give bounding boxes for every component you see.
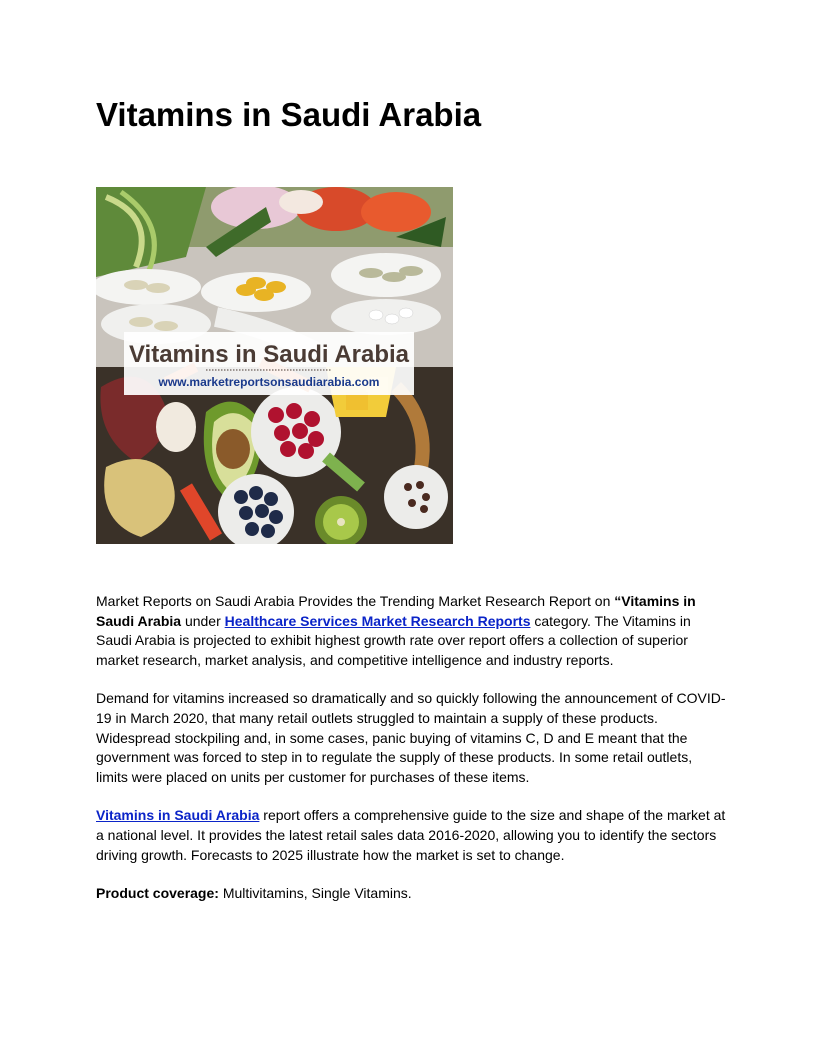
report-description: report offers a comprehensive guide to the size and shape of the market at a national level. It provides the latest retail sales data 2016-2020, allowing you to identify the sectors driving growth. Forecasts to 2025 illustrate how the market is set to change. — [96, 807, 726, 863]
product-coverage-label: Product coverage: — [96, 885, 219, 902]
intro-paragraph — [96, 592, 726, 670]
hero-banner-url: www.marketreportsonsaudiarabia.com — [158, 375, 380, 389]
under-text: under — [181, 612, 225, 629]
report-name: “Vitamins in Saudi Arabia — [96, 593, 696, 629]
category-text: category. The Vitamins in Saudi Arabia is projected to exhibit highest growth rate over report offers a collection of superior market research, market analysis, and competitive intelligence and industry reports. — [96, 612, 691, 668]
hero-image — [96, 187, 453, 544]
intro-text: Market Reports on Saudi Arabia Provides the Trending Market Research Report on — [96, 593, 615, 609]
demand-paragraph: Demand for vitamins increased so dramatically and so quickly following the announcement of COVID-19 in March 2020, that many retail outlets struggled to maintain a supply of these products. Widespread stockpiling and, in some cases, panic buying of vitamins C, D and E meant that the government was forced to step in to regulate the supply of these products. In some retail outlets, limits were placed on units per customer for purchases of these items. — [96, 690, 726, 785]
product-coverage — [96, 884, 726, 904]
report-link[interactable]: Vitamins in Saudi Arabia — [96, 807, 260, 824]
article-body — [96, 592, 726, 923]
hero-banner-title: Vitamins in Saudi Arabia — [128, 341, 410, 368]
category-link[interactable]: Healthcare Services Market Research Reports — [224, 612, 531, 629]
product-coverage-text: Multivitamins, Single Vitamins. — [218, 885, 412, 902]
report-paragraph — [96, 806, 726, 865]
page-title: Vitamins in Saudi Arabia — [96, 96, 482, 133]
